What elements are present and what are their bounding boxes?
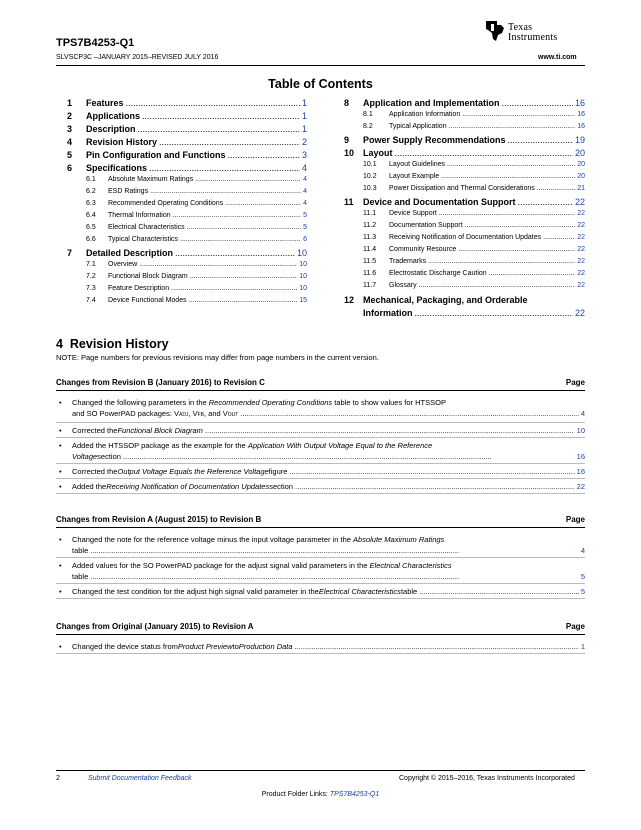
toc-entry[interactable] [67,224,307,236]
toc-entry-page[interactable]: 20 [577,173,585,180]
toc-entry-title: Typical Application [389,123,447,130]
toc-leader-dots [175,248,295,258]
toc-leader-dots [150,188,301,195]
bullet-icon: • [59,642,62,651]
change-line [72,397,585,408]
change-text: table to show values for HTSSOP [332,398,446,407]
toc-entry-title: Typical Characteristics [108,236,179,243]
toc-entry-title: Glossary [389,282,417,289]
toc-entry[interactable] [67,297,307,309]
toc-leader-dots [139,261,297,268]
change-block-heading [56,378,585,391]
section-note: NOTE: Page numbers for previous revisions may differ from page numbers in the current version. [56,353,379,362]
toc-leader-dots [187,224,301,231]
change-text: to [232,642,239,651]
change-page-link[interactable]: 4 [580,409,585,418]
change-text: , V [188,409,198,418]
subscript: OUT [227,412,239,418]
change-text: Corrected the [72,426,118,435]
toc-entry[interactable] [344,161,585,173]
change-page-link[interactable]: 16 [576,452,585,461]
toc-entry[interactable] [344,222,585,234]
change-page-link[interactable]: 4 [580,546,585,555]
toc-entry-title: Electrical Characteristics [108,224,185,231]
toc-entry-number: 8 [344,98,350,108]
toc-entry-number: 12 [344,295,355,305]
toc-leader-dots [458,246,575,253]
toc-leader-dots [419,282,576,289]
bullet-icon: • [59,467,62,476]
toc-entry-page[interactable]: 19 [574,135,585,145]
bullet-icon: • [59,587,62,596]
feedback-link[interactable]: Submit Documentation Feedback [88,775,192,782]
toc-entry[interactable] [67,212,307,224]
toc-leader-dots [518,197,573,207]
ti-logo [484,19,588,45]
toc-entry[interactable] [67,137,307,150]
ti-state-icon [484,19,506,43]
change-text: figure [268,467,288,476]
leader-dots [295,641,579,652]
change-line [72,408,585,421]
change-page-label: Page [565,378,585,387]
toc-entry[interactable] [344,185,585,197]
page-number: 2 [56,775,60,782]
toc-entry[interactable] [344,98,585,111]
toc-entry-page[interactable]: 16 [577,123,585,130]
change-emphasis: Output Voltage Equals the Reference Voltage [117,467,269,476]
toc-entry-page[interactable]: 22 [577,210,585,217]
toc-entry-title: Overview [108,261,138,268]
toc-leader-dots [159,137,300,147]
product-folder-links [0,791,641,798]
website-link[interactable]: www.ti.com [538,54,577,61]
toc-entry-title: Layout Guidelines [389,161,446,168]
toc-entry-number: 11.5 [363,258,377,265]
change-text: Changed the following parameters in the [72,398,209,407]
subscript: FB [197,412,205,418]
toc-leader-dots [173,212,301,219]
toc-entry-number: 8.1 [363,111,373,118]
change-page-link[interactable]: 1 [580,642,585,651]
toc-entry-title: Applications [86,111,141,121]
toc-entry[interactable] [67,236,307,248]
toc-entry[interactable] [67,273,307,285]
toc-entry-number: 6.1 [86,176,96,183]
toc-entry-number: 6.3 [86,200,96,207]
toc-entry[interactable] [344,111,585,123]
toc-leader-dots [489,270,576,277]
toc-entry[interactable] [344,246,585,258]
toc-entry-title-cont: Information [363,308,413,318]
toc-entry-title: Pin Configuration and Functions [86,150,226,160]
change-emphasis: Recommended Operating Conditions [208,398,333,407]
toc-leader-dots [439,210,575,217]
toc-entry-title: Trademarks [389,258,427,265]
bullet-icon: • [59,441,62,450]
toc-entry[interactable] [67,111,307,124]
leader-dots [289,466,574,477]
change-list [56,532,585,599]
toc-entry-title: Specifications [86,163,148,173]
change-line [72,451,585,462]
change-item [56,464,585,479]
toc-entry-number: 6.4 [86,212,96,219]
toc-leader-dots [395,148,573,158]
toc-leader-dots [138,124,300,134]
toc-entry-page[interactable]: 2 [301,137,307,147]
toc-entry-number: 1 [67,98,73,108]
toc-entry-number: 6 [67,163,73,173]
toc-entry-page[interactable]: 22 [577,258,585,265]
toc-entry-page[interactable]: 22 [574,308,585,318]
change-block-heading [56,515,585,528]
change-text: Changed the note for the reference voltage minus the input voltage parameter in the [72,535,354,544]
toc-entry-page[interactable]: 5 [303,224,307,231]
toc-leader-dots [189,297,298,304]
toc-entry[interactable] [67,248,307,261]
change-line [72,586,585,597]
toc-entry-page[interactable]: 20 [577,161,585,168]
toc-entry-page[interactable]: 3 [301,150,307,160]
toc-entry-number: 7.4 [86,297,96,304]
toc-leader-dots [441,173,575,180]
toc-entry[interactable] [67,163,307,176]
toc-entry-title: Power Dissipation and Thermal Considerations [389,185,535,192]
change-line [72,440,585,451]
document-id: TPS7B4253-Q1 [56,37,135,49]
toc-entry-page[interactable]: 16 [577,111,585,118]
change-page-link[interactable]: 5 [580,587,585,596]
change-text: Added values for the SO PowerPAD package for the adjust signal valid parameters in the [72,561,370,570]
logo-text-instruments: Instruments [508,32,558,43]
leader-dots [123,451,575,462]
copyright: Copyright © 2015–2016, Texas Instruments Incorporated [399,775,575,782]
change-page-link[interactable]: 10 [576,426,585,435]
toc-entry-number: 7.1 [86,261,96,268]
toc-entry-number: 10.3 [363,185,377,192]
change-text: section [97,452,121,461]
change-emphasis: Absolute Maximum Ratings [353,535,445,544]
toc-entry-page[interactable]: 22 [577,234,585,241]
toc-entry-number: 6.5 [86,224,96,231]
toc-entry-page[interactable]: 16 [574,98,585,108]
leader-dots [240,408,578,419]
change-heading-text: Changes from Original (January 2015) to Revision A [56,622,254,631]
toc-leader-dots [508,135,573,145]
bullet-icon: • [59,535,62,544]
toc-entry-title: Detailed Description [86,248,174,258]
toc-entry-title: Receiving Notification of Documentation Updates [389,234,542,241]
toc-right-column [344,98,585,321]
toc-entry-page[interactable]: 4 [303,188,307,195]
toc-entry-title: Device and Documentation Support [363,197,516,207]
change-item [56,558,585,584]
change-item [56,438,585,464]
bullet-icon: • [59,561,62,570]
toc-entry[interactable] [344,258,585,270]
change-emphasis: Voltage [72,452,98,461]
toc-entry-number: 10.1 [363,161,377,168]
change-page-link[interactable]: 5 [580,572,585,581]
change-line [72,571,585,582]
toc-entry-number: 11 [344,197,354,207]
bullet-icon: • [59,426,62,435]
toc-entry[interactable] [67,188,307,200]
toc-entry-number: 8.2 [363,123,373,130]
toc-leader-dots [462,111,575,118]
toc-entry[interactable] [344,270,585,282]
toc-leader-dots [195,176,301,183]
toc-entry-number: 6.2 [86,188,96,195]
toc-entry-number: 7.2 [86,273,96,280]
toc-entry-number: 4 [67,137,73,147]
footer-rule [56,770,585,771]
toc-leader-dots [149,163,300,173]
product-folder-link[interactable]: TPS7B4253-Q1 [329,791,380,798]
change-line [72,534,585,545]
toc-entry[interactable] [344,135,585,148]
bullet-icon: • [59,482,62,491]
toc-entry-title: Device Support [389,210,437,217]
subscript: ADJ [179,412,189,418]
toc-leader-dots [447,161,575,168]
change-text: Added the HTSSOP package as the example for the [72,441,248,450]
toc-entry-number: 11.6 [363,270,377,277]
change-list [56,395,585,494]
change-emphasis: Electrical Characteristics [318,587,401,596]
logo-text-texas: Texas [508,22,533,33]
toc-leader-dots [142,111,300,121]
section-number: 4 [56,337,63,351]
section-heading [56,337,169,351]
toc-entry[interactable] [67,200,307,212]
toc-entry-number: 5 [67,150,73,160]
toc-entry-number: 10 [344,148,355,158]
change-page-label: Page [565,515,585,524]
leader-dots [90,571,579,582]
change-page-label: Page [565,622,585,631]
toc-entry-title: Revision History [86,137,158,147]
change-heading-text: Changes from Revision B (January 2016) to Revision C [56,378,265,387]
toc-entry-number: 9 [344,135,350,145]
bullet-icon: • [59,398,62,407]
toc-entry-number: 11.7 [363,282,377,289]
toc-entry-title: Application and Implementation [363,98,500,108]
change-block-heading [56,622,585,635]
toc-entry-page[interactable]: 4 [303,176,307,183]
toc-entry-page[interactable]: 15 [299,297,307,304]
toc-entry-number: 11.2 [363,222,377,229]
toc-entry-page[interactable]: 10 [299,273,307,280]
change-item [56,532,585,558]
toc-entry[interactable] [67,261,307,273]
change-text: Corrected the [72,467,118,476]
product-folder-label: Product Folder Links: [261,791,330,798]
leader-dots [90,545,579,556]
toc-entry[interactable] [67,124,307,137]
toc-leader-dots [126,98,300,108]
change-item [56,395,585,423]
toc-entry-number: 2 [67,111,73,121]
change-text: Changed the test condition for the adjust high signal valid parameter in the [72,587,319,596]
toc-entry-page[interactable]: 22 [577,222,585,229]
toc-entry-title: ESD Ratings [108,188,149,195]
toc-entry-title: Mechanical, Packaging, and Orderable [363,295,528,305]
toc-entry-number: 6.6 [86,236,96,243]
toc-entry-page[interactable]: 22 [577,270,585,277]
toc-entry[interactable] [344,123,585,135]
toc-entry-number: 11.4 [363,246,377,253]
toc-entry-title: Functional Block Diagram [108,273,188,280]
change-line [72,425,585,436]
toc-entry-page[interactable]: 22 [574,197,585,207]
toc-entry-title: Documentation Support [389,222,463,229]
change-text: section [269,482,293,491]
toc-entry-page[interactable]: 6 [303,236,307,243]
toc-entry[interactable] [67,285,307,297]
toc-left-column [67,98,307,309]
change-emphasis: Product Preview [177,642,233,651]
change-line [72,641,585,652]
leader-dots [205,425,575,436]
toc-entry-title: Application Information [389,111,461,118]
change-line [72,560,585,571]
toc-entry[interactable] [344,234,585,246]
toc-leader-dots [502,98,573,108]
toc-entry-title: Community Resource [389,246,457,253]
toc-entry-title: Device Functional Modes [108,297,187,304]
toc-entry-page[interactable]: 4 [301,163,307,173]
change-text: , and V [204,409,228,418]
change-emphasis: Production Data [238,642,293,651]
toc-entry-title: Recommended Operating Conditions [108,200,224,207]
toc-entry-title: Thermal Information [108,212,171,219]
toc-entry-title: Absolute Maximum Ratings [108,176,194,183]
toc-leader-dots [415,308,573,318]
toc-entry[interactable] [67,176,307,188]
change-item [56,423,585,438]
toc-leader-dots [190,273,297,280]
change-text: Changed the device status from [72,642,178,651]
toc-leader-dots [465,222,576,229]
toc-leader-dots [537,185,575,192]
change-heading-text: Changes from Revision A (August 2015) to Revision B [56,515,262,524]
toc-entry-page[interactable]: 1 [301,111,307,121]
change-emphasis: Receiving Notification of Documentation Updates [106,482,270,491]
toc-entry-page[interactable]: 1 [301,98,307,108]
toc-entry-number: 10.2 [363,173,377,180]
toc-leader-dots [225,200,301,207]
change-emphasis: Application With Output Voltage Equal to the Reference [247,441,433,450]
toc-entry[interactable] [344,210,585,222]
toc-entry-title: Features [86,98,124,108]
toc-leader-dots [228,150,300,160]
toc-entry-number: 11.3 [363,234,377,241]
toc-entry-page[interactable]: 5 [303,212,307,219]
toc-entry-number: 3 [67,124,73,134]
toc-entry[interactable] [344,197,585,210]
change-item [56,479,585,494]
leader-dots [419,586,579,597]
change-page-link[interactable]: 16 [576,467,585,476]
toc-leader-dots [543,234,575,241]
toc-entry[interactable] [344,282,585,294]
toc-entry-number: 11.1 [363,210,377,217]
toc-entry[interactable] [344,148,585,161]
toc-entry-page[interactable]: 4 [303,200,307,207]
toc-entry-page[interactable]: 20 [574,148,585,158]
toc-title: Table of Contents [268,77,373,91]
change-text: table [400,587,418,596]
toc-entry-page[interactable]: 1 [301,124,307,134]
leader-dots [295,481,575,492]
toc-entry[interactable] [67,98,307,111]
toc-entry-title: Description [86,124,136,134]
toc-entry-title: Power Supply Recommendations [363,135,506,145]
toc-entry-number: 7.3 [86,285,96,292]
toc-entry-title: Layout Example [389,173,440,180]
section-title: Revision History [69,337,169,351]
change-text: table [72,572,89,581]
change-emphasis: Electrical Characteristics [369,561,452,570]
change-text: table [72,546,89,555]
toc-leader-dots [180,236,301,243]
literature-number: SLVSCP3C –JANUARY 2015–REVISED JULY 2016 [56,54,219,61]
toc-entry[interactable] [67,150,307,163]
toc-leader-dots [449,123,576,130]
toc-entry-page[interactable]: 22 [577,282,585,289]
toc-entry-page[interactable]: 10 [299,261,307,268]
toc-entry-title: Layout [363,148,393,158]
change-text: Added the [72,482,107,491]
toc-entry-page[interactable]: 21 [577,185,585,192]
toc-leader-dots [171,285,297,292]
change-page-link[interactable]: 22 [576,482,585,491]
header-rule [56,65,585,66]
toc-entry[interactable] [344,173,585,185]
toc-entry-12[interactable] [344,295,585,321]
change-list [56,639,585,654]
change-line [72,466,585,477]
toc-entry-number: 7 [67,248,73,258]
change-item [56,639,585,654]
change-item [56,584,585,599]
toc-entry-page[interactable]: 10 [299,285,307,292]
toc-entry-page[interactable]: 10 [296,248,307,258]
toc-entry-title: Feature Description [108,285,170,292]
change-line [72,481,585,492]
toc-entry-page[interactable]: 22 [577,246,585,253]
change-line [72,545,585,556]
toc-entry-title: Electrostatic Discharge Caution [389,270,487,277]
toc-leader-dots [428,258,575,265]
change-emphasis: Functional Block Diagram [117,426,203,435]
change-text: and SO PowerPAD packages: V [72,409,179,418]
